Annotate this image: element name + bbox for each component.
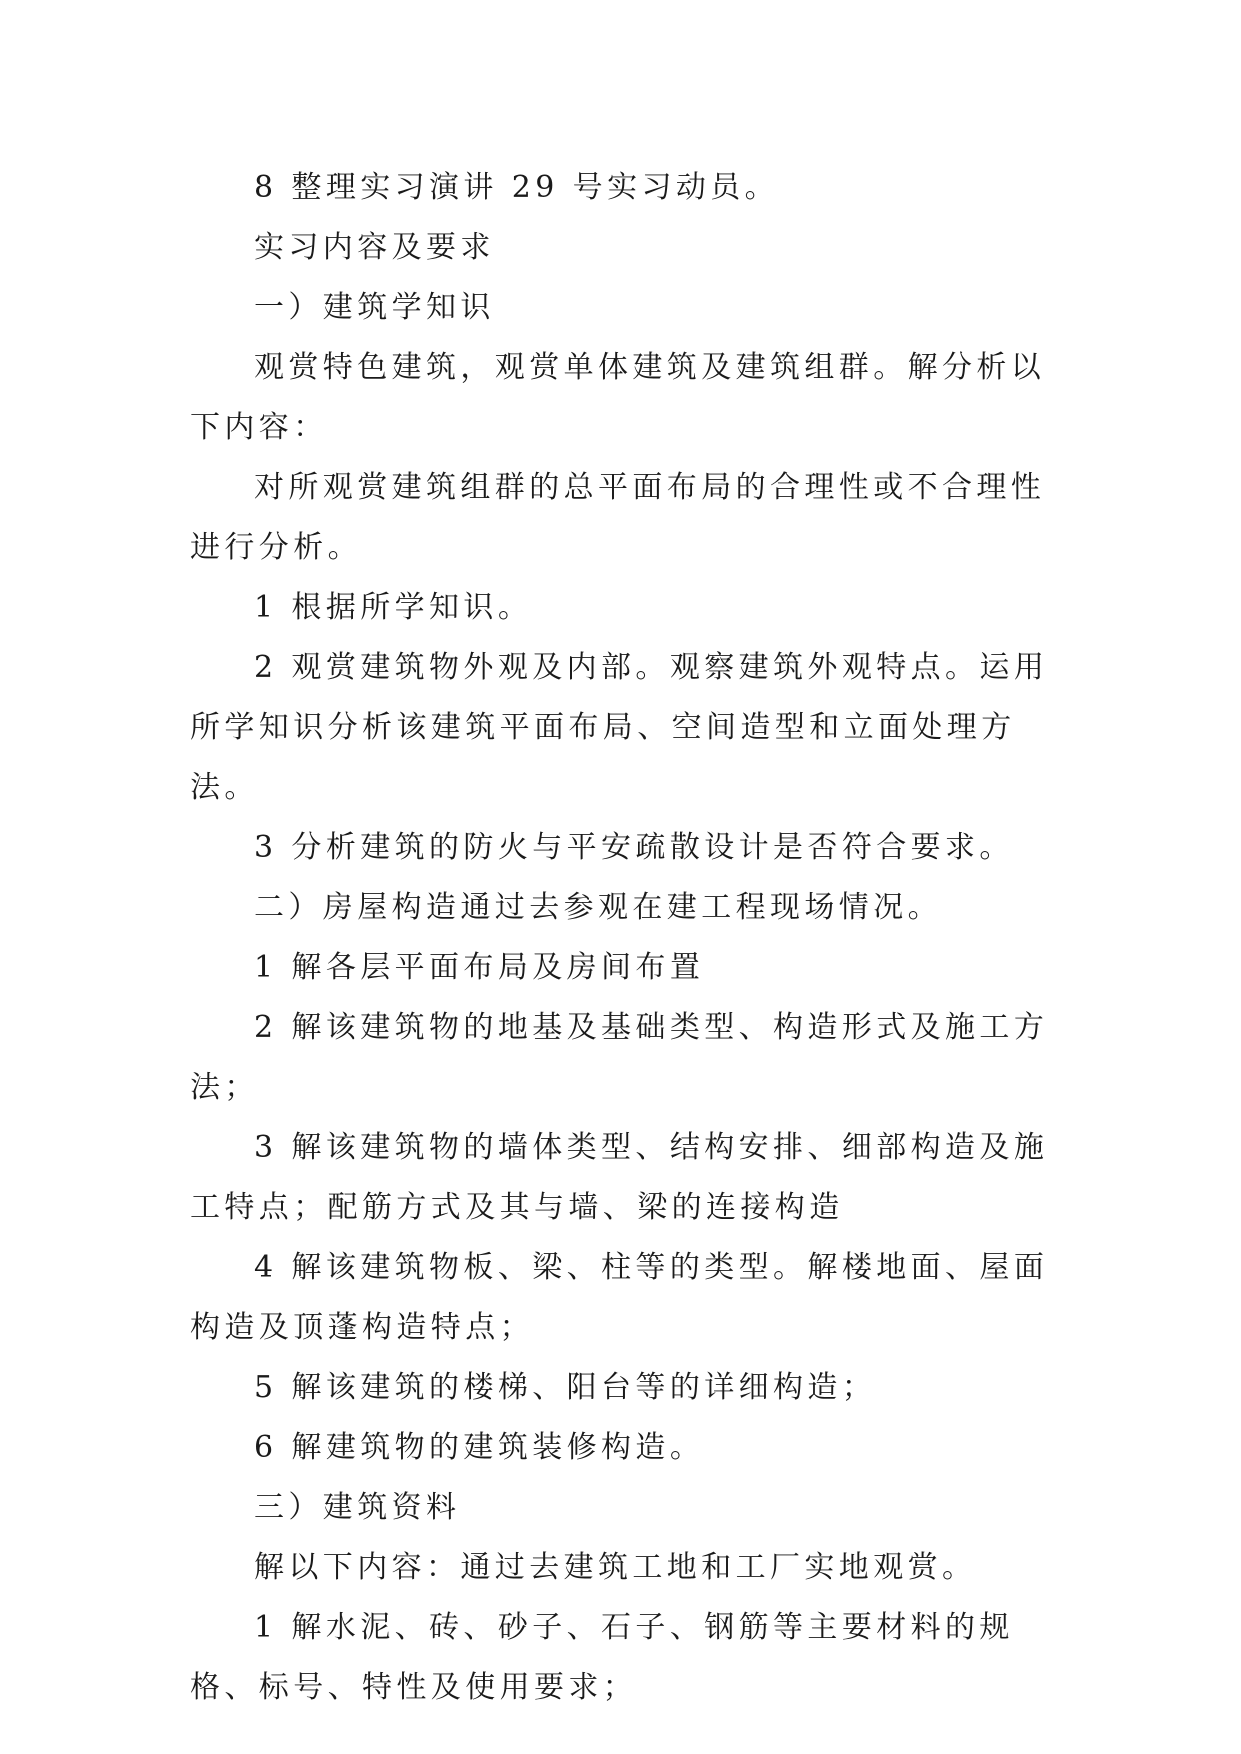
list-item-2-appearance: 2 观赏建筑物外观及内部。观察建筑外观特点。运用所学知识分析该建筑平面布局、空间造型和立面处理方法。 [190,650,1049,805]
heading-architecture-knowledge: 一）建筑学知识 [254,290,495,325]
list-item-1-materials: 1 解水泥、砖、砂子、石子、钢筋等主要材料的规格、标号、特性及使用要求； [190,1610,1014,1705]
list-item-3-fire-safety: 3 分析建筑的防火与平安疏散设计是否符合要求。 [254,830,1014,865]
heading-building-materials: 三）建筑资料 [254,1490,461,1525]
heading-content-requirements: 实习内容及要求 [254,230,495,265]
list-item-6-decoration: 6 解建筑物的建筑装修构造。 [254,1430,705,1465]
paragraph-training-speech: 8 整理实习演讲 29 号实习动员。 [254,170,780,205]
list-item-4-slab-beam-column: 4 解该建筑物板、梁、柱等的类型。解楼地面、屋面构造及顶蓬构造特点； [190,1250,1049,1345]
list-item-2-foundation: 2 解该建筑物的地基及基础类型、构造形式及施工方法； [190,1010,1049,1105]
paragraph-site-plan-analysis: 对所观赏建筑组群的总平面布局的合理性或不合理性进行分析。 [190,470,1046,565]
list-item-5-stairs-balcony: 5 解该建筑的楼梯、阳台等的详细构造； [254,1370,877,1405]
list-item-3-wall: 3 解该建筑物的墙体类型、结构安排、细部构造及施工特点；配筋方式及其与墙、梁的连接构造 [190,1130,1049,1225]
heading-building-construction: 二）房屋构造通过去参观在建工程现场情况。 [254,890,942,925]
paragraph-visit-buildings: 观赏特色建筑，观赏单体建筑及建筑组群。解分析以下内容： [190,350,1046,445]
document-body [190,158,1052,1718]
list-item-1-floor-layout: 1 解各层平面布局及房间布置 [254,950,705,985]
list-item-1-knowledge: 1 根据所学知识。 [254,590,533,625]
paragraph-site-visit: 解以下内容：通过去建筑工地和工厂实地观赏。 [254,1550,977,1585]
